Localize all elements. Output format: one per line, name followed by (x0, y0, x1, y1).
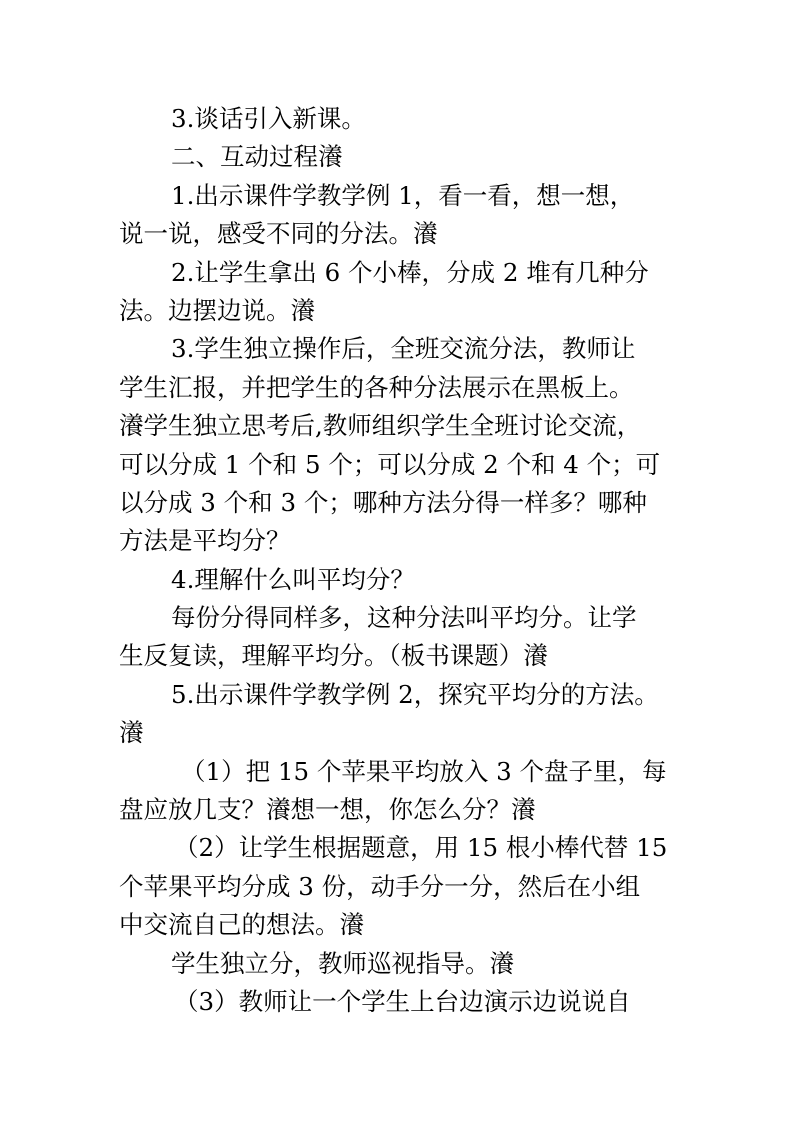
step-3-line-2: 学生汇报，并把学生的各种分法展示在黑板上。 (119, 372, 634, 402)
substep-1-line-2: 盘应放几支？瀁想一想，你怎么分？瀁 (119, 795, 536, 825)
step-3-line-3: 瀁学生独立思考后,教师组织学生全班讨论交流， (119, 411, 642, 441)
teacher-guidance-line: 学生独立分，教师巡视指导。瀁 (171, 948, 514, 978)
substep-2-line-1: （2）让学生根据题意，用 15 根小棒代替 15 (174, 833, 668, 863)
step-3-line-5: 以分成 3 个和 3 个；哪种方法分得一样多？哪种 (119, 487, 647, 517)
step-3-line-6: 方法是平均分？ (119, 526, 291, 556)
step-2-line-2: 法。边摆边说。瀁 (119, 295, 315, 325)
section-heading-interaction: 二、互动过程瀁 (171, 142, 343, 172)
step-2-line-1: 2.让学生拿出 6 个小棒，分成 2 堆有几种分 (171, 257, 649, 287)
step-4-line-1: 4.理解什么叫平均分？ (171, 564, 415, 594)
substep-2-line-2: 个苹果平均分成 3 份，动手分一分，然后在小组 (119, 871, 641, 901)
step-3-line-4: 可以分成 1 个和 5 个；可以分成 2 个和 4 个；可 (119, 449, 661, 479)
definition-line-1: 每份分得同样多，这种分法叫平均分。让学 (171, 603, 637, 633)
document-page (119, 100, 679, 1021)
step-3-line-1: 3.学生独立操作后，全班交流分法，教师让 (171, 334, 636, 364)
step-1-line-2: 说一说，感受不同的分法。瀁 (119, 219, 438, 249)
step-1-line-1: 1.出示课件学教学例 1，看一看，想一想， (171, 180, 635, 210)
line-intro-new-lesson: 3.谈话引入新课。 (171, 104, 366, 133)
step-5-line-2: 瀁 (119, 718, 144, 748)
step-5-line-1: 5.出示课件学教学例 2，探究平均分的方法。 (171, 679, 659, 709)
substep-2-line-3: 中交流自己的想法。瀁 (119, 910, 364, 940)
substep-3-line-1: （3）教师让一个学生上台边演示边说说自 (174, 986, 631, 1016)
definition-line-2: 生反复读，理解平均分。（板书课题）瀁 (119, 641, 548, 671)
substep-1-line-1: （1）把 15 个苹果平均放入 3 个盘子里，每 (181, 756, 667, 786)
